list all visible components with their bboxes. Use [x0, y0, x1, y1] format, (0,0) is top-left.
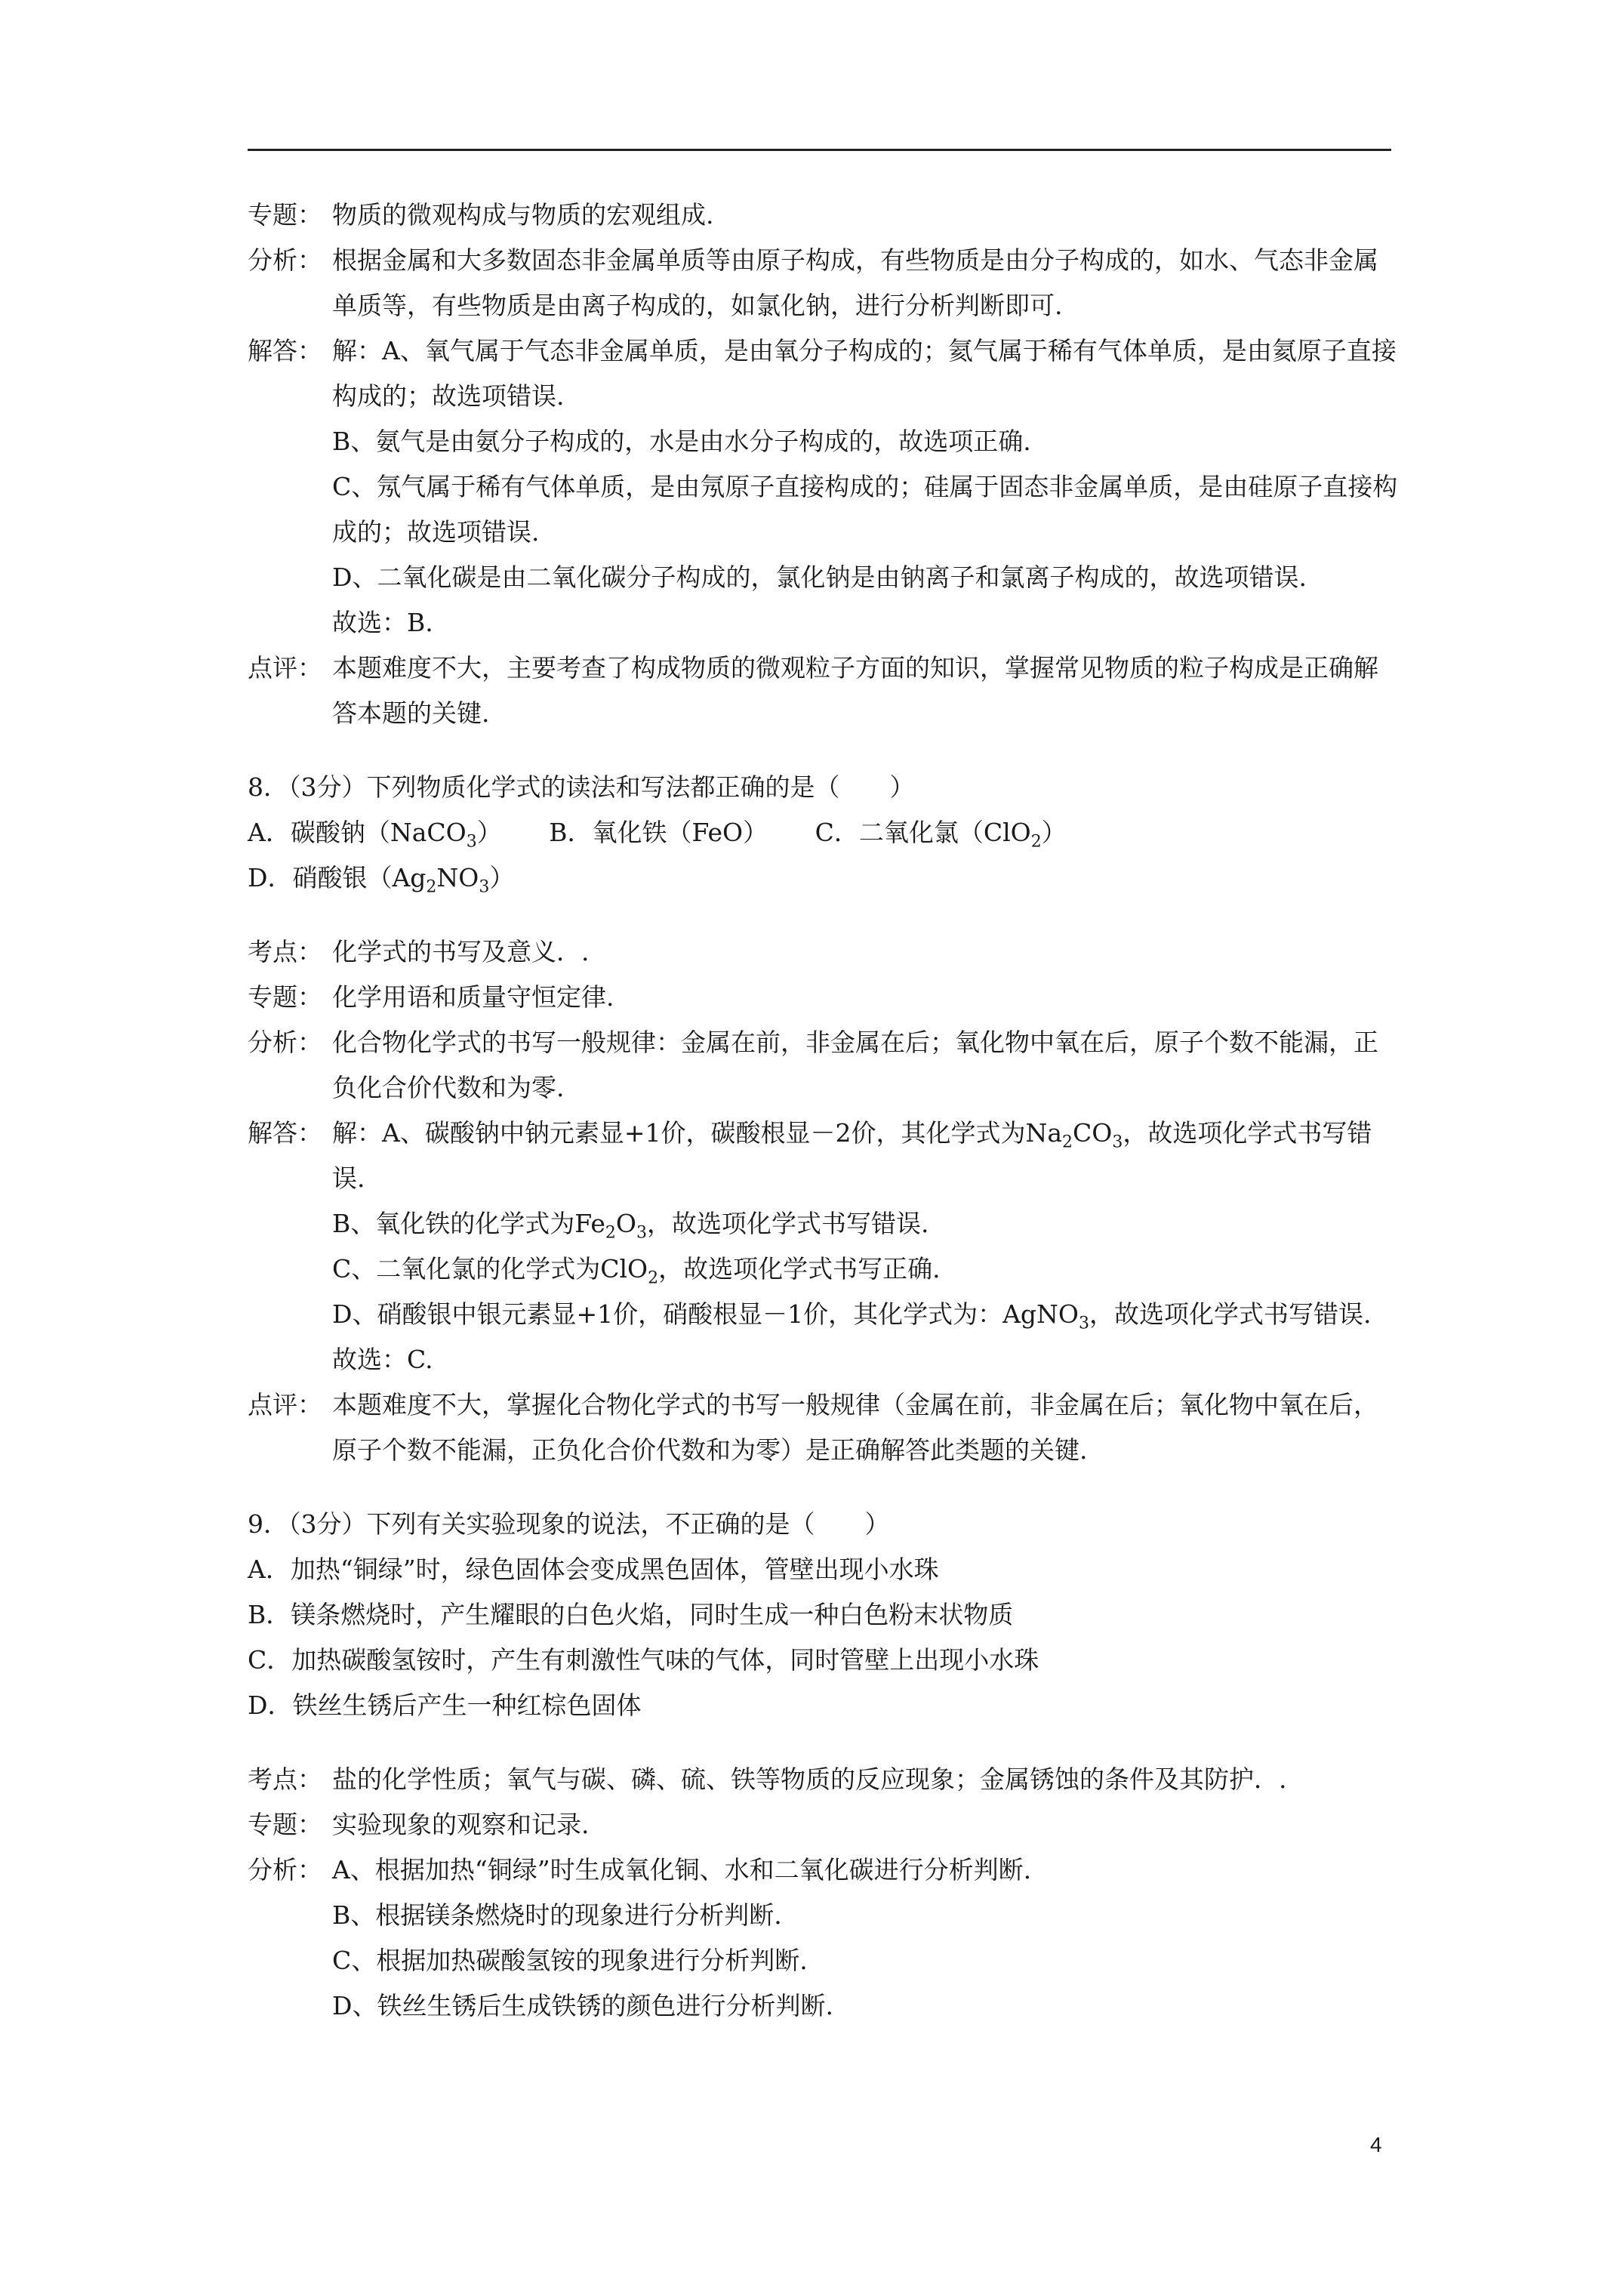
q7-topic — [248, 193, 1399, 238]
q8-option-a — [248, 810, 502, 855]
q9-analysis-d: D、铁丝生锈后生成铁锈的颜色进行分析判断. — [332, 1991, 833, 2020]
option-c-pre: C．二氧化氯（ClO — [815, 818, 1031, 847]
answer-d-post: ，故选项化学式书写错误. — [1089, 1299, 1372, 1329]
q7-answer-d: D、二氧化碳是由二氧化碳分子构成的，氯化钠是由钠离子和氯离子构成的，故选项错误. — [332, 562, 1307, 592]
point-text: 化学式的书写及意义．. — [332, 937, 590, 966]
point-label: 考点： — [248, 1764, 322, 1794]
option-d-post: ） — [489, 863, 515, 892]
answer-label: 解答： — [248, 336, 322, 365]
point-text: 盐的化学性质；氧气与碳、磷、硫、铁等物质的反应现象；金属锈蚀的条件及其防护．. — [332, 1764, 1287, 1794]
q8-options — [248, 810, 1399, 901]
answer-a-sub: 2 — [1062, 1133, 1073, 1152]
answer-c-sub: 2 — [648, 1268, 659, 1288]
q8-answer-b — [248, 1201, 1399, 1247]
answer-a-post: ，故选项化学式书写错误. — [332, 1118, 1372, 1193]
option-a-pre: A．碳酸钠（NaCO — [248, 818, 467, 847]
q7-analysis — [248, 238, 1399, 328]
q7-answer — [248, 328, 1399, 419]
answer-d-pre: D、硝酸银中银元素显+1价，硝酸根显－1价，其化学式为：AgNO — [332, 1299, 1079, 1329]
q9-analysis-c: C、根据加热碳酸氢铵的现象进行分析判断. — [332, 1946, 808, 1975]
q9-analysis-b: B、根据镁条燃烧时的现象进行分析判断. — [332, 1900, 782, 1930]
q8-stem: 8．（3分）下列物质化学式的读法和写法都正确的是（ ） — [248, 772, 915, 802]
q8-answer — [248, 1111, 1399, 1201]
q9-stem: 9．（3分）下列有关实验现象的说法，不正确的是（ ） — [248, 1509, 890, 1539]
answer-b-sub2: 3 — [636, 1223, 647, 1243]
q8-option-b — [549, 810, 768, 855]
document-page — [248, 193, 1399, 2029]
comment-text: 本题难度不大，主要考查了构成物质的微观粒子方面的知识，掌握常见物质的粒子构成是正确解答本题的关键. — [332, 653, 1378, 728]
comment-text: 本题难度不大，掌握化合物化学式的书写一般规律（金属在前，非金属在后；氧化物中氧在后，原子个数不能漏，正负化合价代数和为零）是正确解答此类题的关键. — [332, 1390, 1378, 1465]
option-a-post: ） — [476, 818, 502, 847]
option-a-sub: 3 — [466, 832, 477, 852]
comment-label: 点评： — [248, 653, 322, 683]
topic-text: 实验现象的观察和记录. — [332, 1810, 590, 1839]
option-d-mid: NO — [436, 863, 479, 892]
q9-point — [248, 1757, 1399, 1802]
analysis-text: 化合物化学式的书写一般规律：金属在前，非金属在后；氧化物中氧在后，原子个数不能漏，正负化合价代数和为零. — [332, 1028, 1378, 1102]
comment-label: 点评： — [248, 1390, 322, 1419]
answer-d-sub: 3 — [1079, 1314, 1089, 1333]
q8-answer-c — [248, 1247, 1399, 1292]
option-b-text: B．氧化铁（FeO） — [549, 818, 768, 847]
point-label: 考点： — [248, 937, 322, 966]
answer-b-pre: B、氧化铁的化学式为Fe — [332, 1209, 605, 1238]
answer-a-text: 解：A、氧气属于气态非金属单质，是由氧分子构成的；氦气属于稀有气体单质，是由氦原子直接构成的；故选项错误. — [332, 336, 1397, 411]
option-c-post: ） — [1041, 818, 1067, 847]
q9-option-c: C．加热碳酸氢铵时，产生有刺激性气味的气体，同时管壁上出现小水珠 — [248, 1645, 1039, 1675]
option-c-sub: 2 — [1030, 832, 1042, 852]
answer-c-post: ，故选项化学式书写正确. — [658, 1254, 941, 1284]
topic-label: 专题： — [248, 982, 322, 1012]
header-rule — [248, 149, 1391, 151]
q7-choice: 故选：B. — [332, 608, 433, 637]
answer-a-mid: CO — [1073, 1118, 1113, 1148]
analysis-a-text: A、根据加热“铜绿”时生成氧化铜、水和二氧化碳进行分析判断. — [332, 1855, 1032, 1885]
analysis-label: 分析： — [248, 1855, 322, 1885]
q7-answer-b: B、氨气是由氨分子构成的，水是由水分子构成的，故选项正确. — [332, 427, 1031, 456]
q9-option-d: D．铁丝生锈后产生一种红棕色固体 — [248, 1690, 642, 1720]
q9-option-a: A．加热“铜绿”时，绿色固体会变成黑色固体，管壁出现小水珠 — [248, 1555, 939, 1584]
q8-option-d — [248, 855, 514, 901]
q7-answer-c: C、氖气属于稀有气体单质，是由氖原子直接构成的；硅属于固态非金属单质，是由硅原子直接构成的；故选项错误. — [332, 472, 1398, 547]
answer-b-mid: O — [615, 1209, 636, 1238]
answer-a-pre: 解：A、碳酸钠中钠元素显+1价，碳酸根显－2价，其化学式为Na — [332, 1118, 1063, 1148]
q8-choice: 故选：C. — [332, 1345, 433, 1374]
q8-topic — [248, 975, 1399, 1020]
option-d-pre: D．硝酸银（Ag — [248, 863, 427, 892]
answer-a-sub2: 3 — [1112, 1133, 1123, 1152]
analysis-label: 分析： — [248, 1028, 322, 1057]
q9-topic — [248, 1802, 1399, 1848]
q9-analysis — [248, 1848, 1399, 1893]
analysis-label: 分析： — [248, 245, 322, 275]
topic-text: 物质的微观构成与物质的宏观组成. — [332, 200, 714, 230]
q8-analysis — [248, 1020, 1399, 1111]
q8-comment — [248, 1382, 1399, 1473]
topic-label: 专题： — [248, 1810, 322, 1839]
answer-c-pre: C、二氧化氯的化学式为ClO — [332, 1254, 648, 1284]
q9-option-b: B．镁条燃烧时，产生耀眼的白色火焰，同时生成一种白色粉末状物质 — [248, 1600, 1014, 1629]
answer-label: 解答： — [248, 1118, 322, 1148]
analysis-text: 根据金属和大多数固态非金属单质等由原子构成，有些物质是由分子构成的，如水、气态非金属单质等，有些物质是由离子构成的，如氯化钠，进行分析判断即可. — [332, 245, 1378, 320]
topic-label: 专题： — [248, 200, 322, 230]
q7-comment — [248, 646, 1399, 736]
page-number: 4 — [1370, 2133, 1382, 2156]
answer-b-post: ，故选项化学式书写错误. — [646, 1209, 929, 1238]
option-d-sub: 2 — [426, 877, 437, 897]
q8-point — [248, 929, 1399, 975]
answer-b-sub: 2 — [605, 1223, 616, 1243]
topic-text: 化学用语和质量守恒定律. — [332, 982, 614, 1012]
option-d-sub2: 3 — [479, 877, 490, 897]
q8-option-c — [815, 810, 1067, 855]
q8-answer-d — [248, 1292, 1399, 1337]
